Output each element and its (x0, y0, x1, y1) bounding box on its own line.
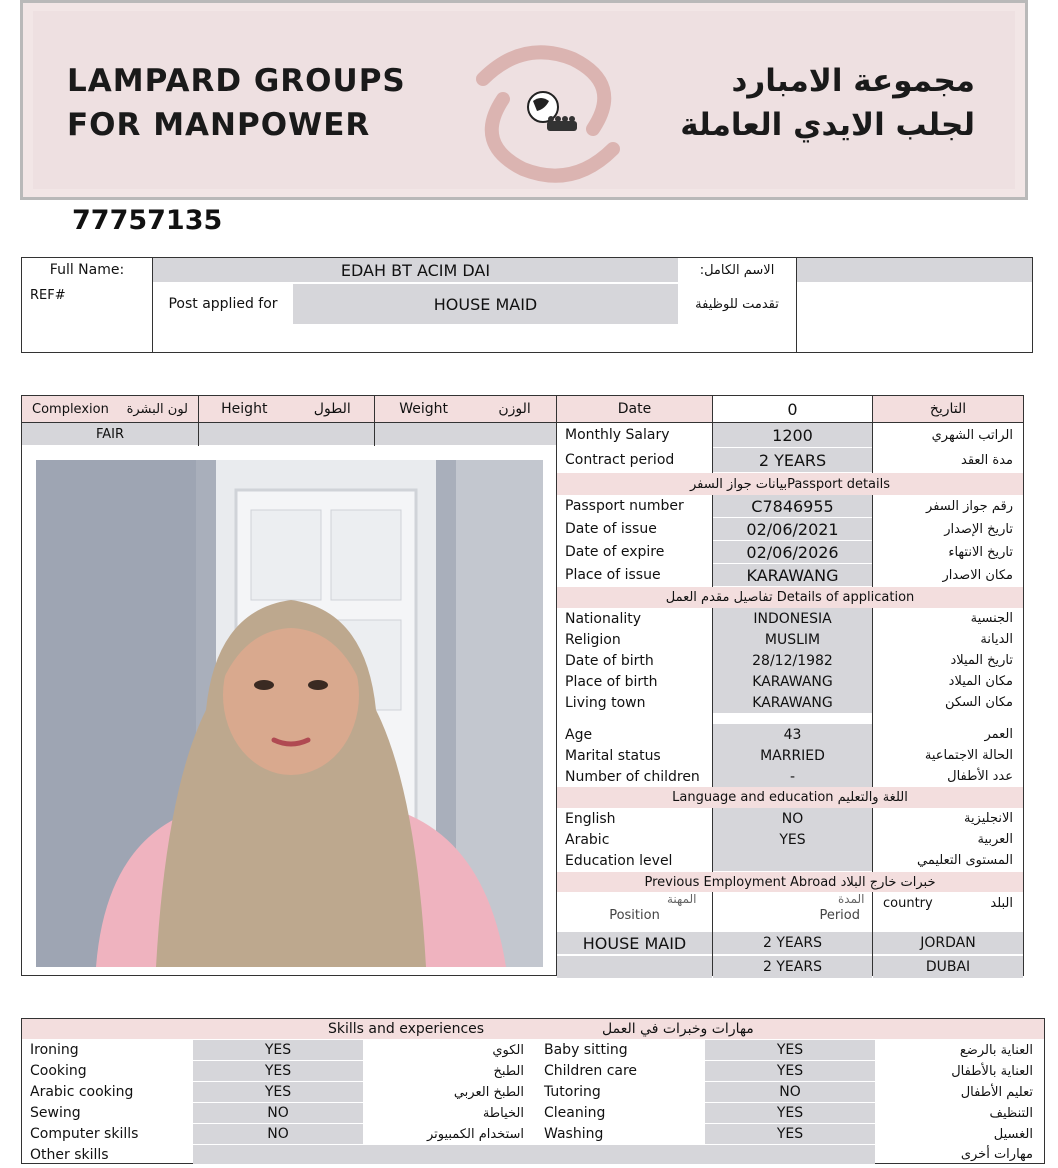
skill-right-label: Cleaning (544, 1105, 606, 1121)
height-value (199, 423, 374, 445)
passport-row-label-ar: تاريخ الانتهاء (948, 544, 1013, 560)
country-header-en: country (883, 895, 933, 911)
passport-row-value: 02/06/2021 (713, 518, 872, 540)
employment-period: 2 YEARS (713, 932, 872, 954)
application-row-label-ar: تاريخ الميلاد (950, 653, 1013, 668)
skills-title-ar: مهارات وخبرات في العمل (602, 1021, 754, 1037)
contract-label-ar: مدة العقد (961, 452, 1013, 468)
skill-left-label: Cooking (30, 1063, 87, 1079)
other-skills-label-ar: مهارات أخرى (960, 1147, 1033, 1162)
employment-position: HOUSE MAID (557, 932, 712, 954)
ref-label: REF# (30, 287, 66, 303)
passport-row-label: Date of expire (565, 544, 665, 560)
language-section-header: Language and education اللغة والتعليم (557, 787, 1023, 808)
application-row-label-ar: مكان السكن (944, 695, 1013, 710)
globe-people-logo-icon (463, 39, 633, 189)
application-row-label: Religion (565, 631, 621, 648)
application-row-label: Place of birth (565, 673, 658, 690)
language-row-label: Education level (565, 852, 673, 869)
full-name-label-ar: الاسم الكامل: (699, 262, 775, 278)
skill-right-value: YES (705, 1124, 875, 1144)
skill-right-label: Children care (544, 1063, 638, 1079)
skill-left-value: YES (193, 1082, 363, 1102)
date-label-ar: التاريخ (873, 396, 1023, 422)
employment-country: JORDAN (873, 932, 1023, 954)
employment-country: DUBAI (873, 956, 1023, 978)
date-label: Date (557, 396, 712, 422)
skill-right-label-ar: تعليم الأطفال (960, 1084, 1033, 1100)
application-row-label-ar: عدد الأطفال (947, 769, 1013, 784)
skill-left-value: NO (193, 1103, 363, 1123)
full-name-extra (797, 258, 1032, 282)
contract-value: 2 YEARS (713, 448, 872, 472)
application-row-value: 28/12/1982 (713, 650, 872, 671)
contract-label: Contract period (565, 452, 675, 468)
application-row-value: MUSLIM (713, 629, 872, 650)
skills-title-en: Skills and experiences (328, 1021, 485, 1037)
period-header-en: Period (819, 908, 860, 923)
weight-value (375, 423, 556, 445)
employment-section-header: Previous Employment Abroad خبرات خارج البلاد (557, 872, 1023, 892)
language-row-label-ar: العربية (977, 832, 1013, 847)
complexion-value: FAIR (22, 423, 198, 445)
skill-right-label: Washing (544, 1126, 604, 1142)
company-name-ar-line2: لجلب الايدي العاملة (680, 107, 975, 143)
language-row-label-ar: الانجليزية (963, 811, 1013, 826)
passport-row-value: 02/06/2026 (713, 541, 872, 563)
skill-right-value: YES (705, 1061, 875, 1081)
company-name-ar-line1: مجموعة الامبارد (731, 63, 975, 99)
employment-position (557, 956, 712, 978)
application-section-header: تفاصيل مقدم العمل Details of application (557, 587, 1023, 608)
passport-row-label-ar: تاريخ الإصدار (944, 521, 1013, 537)
passport-row-label: Passport number (565, 498, 684, 514)
country-header (873, 892, 1023, 914)
application-row-label: Date of birth (565, 652, 654, 669)
skill-left-label-ar: الخياطة (482, 1105, 524, 1121)
company-banner (20, 0, 1028, 200)
salary-label-ar: الراتب الشهري (931, 427, 1013, 443)
passport-section-header: بيانات جواز السفرPassport details (557, 473, 1023, 495)
passport-row-label: Place of issue (565, 567, 661, 583)
language-row-value: YES (713, 829, 872, 850)
skill-right-label-ar: التنظيف (989, 1105, 1033, 1121)
period-header (713, 892, 872, 930)
post-applied-value: HOUSE MAID (293, 284, 678, 324)
applicant-photo-icon (36, 460, 543, 967)
skill-left-label-ar: الطبخ (493, 1063, 524, 1079)
position-header-en: Position (609, 908, 660, 923)
application-row-value: - (713, 766, 872, 787)
application-row-label: Marital status (565, 747, 661, 764)
application-row-label-ar: مكان الميلاد (948, 674, 1013, 689)
salary-label: Monthly Salary (565, 427, 670, 443)
passport-row-label: Date of issue (565, 521, 657, 537)
skill-left-label: Computer skills (30, 1126, 139, 1142)
language-row-value (713, 850, 872, 871)
application-row-label: Nationality (565, 610, 642, 627)
period-header-ar: المدة (838, 892, 865, 906)
application-row-label-ar: الجنسية (970, 611, 1013, 626)
skill-left-label-ar: استخدام الكمبيوتر (426, 1126, 524, 1142)
skill-right-value: NO (705, 1082, 875, 1102)
other-skills-label: Other skills (30, 1146, 109, 1163)
skill-right-label-ar: العناية بالرضع (959, 1042, 1033, 1058)
complexion-header (22, 396, 198, 422)
reference-number: 77757135 (72, 205, 223, 236)
skill-right-label: Baby sitting (544, 1042, 628, 1058)
height-header (198, 396, 374, 422)
skill-left-label-ar: الطبخ العربي (453, 1084, 524, 1100)
weight-label: Weight (399, 401, 448, 417)
post-applied-label: Post applied for (168, 296, 278, 312)
skill-left-label: Ironing (30, 1042, 79, 1058)
passport-row-label-ar: مكان الاصدار (942, 567, 1013, 583)
skill-left-value: YES (193, 1040, 363, 1060)
application-row-label-ar: الديانة (980, 632, 1013, 647)
application-row-value: INDONESIA (713, 608, 872, 629)
skill-left-label-ar: الكوي (492, 1042, 524, 1058)
salary-value: 1200 (713, 423, 872, 447)
complexion-label-ar: لون البشرة (126, 401, 188, 417)
application-row-value: 43 (713, 724, 872, 745)
passport-row-value: KARAWANG (713, 564, 872, 586)
application-row-label: Living town (565, 694, 646, 711)
full-name-label: Full Name: (49, 262, 125, 278)
language-row-label: Arabic (565, 831, 610, 848)
position-header (557, 892, 712, 930)
skill-right-label-ar: العناية بالأطفال (951, 1063, 1033, 1079)
applicant-photo (36, 460, 543, 967)
skill-right-value: YES (705, 1103, 875, 1123)
other-skills-value (193, 1145, 875, 1164)
application-row-value: MARRIED (713, 745, 872, 766)
skill-left-label: Sewing (30, 1105, 81, 1121)
banner-background (33, 11, 1015, 189)
skills-header (22, 1019, 1044, 1039)
skill-left-label: Arabic cooking (30, 1084, 134, 1100)
application-row-value: KARAWANG (713, 692, 872, 713)
language-row-label: English (565, 810, 616, 827)
skill-right-label-ar: الغسيل (993, 1126, 1033, 1142)
application-row-label-ar: الحالة الاجتماعية (924, 748, 1013, 763)
date-value: 0 (787, 399, 798, 419)
country-header-ar: البلد (990, 895, 1013, 911)
employment-period: 2 YEARS (713, 956, 872, 978)
weight-header (374, 396, 556, 422)
application-row-value: KARAWANG (713, 671, 872, 692)
skill-right-label: Tutoring (544, 1084, 601, 1100)
company-name-en-line2: FOR MANPOWER (67, 107, 371, 143)
skill-left-value: NO (193, 1124, 363, 1144)
application-row-label: Number of children (565, 768, 700, 785)
height-label-ar: الطول (313, 401, 351, 417)
language-row-label-ar: المستوى التعليمي (917, 853, 1013, 868)
application-row-label-ar: العمر (984, 727, 1013, 742)
post-applied-label-ar: تقدمت للوظيفة (695, 296, 779, 312)
language-row-value: NO (713, 808, 872, 829)
company-name-en-line1: LAMPARD GROUPS (67, 63, 406, 99)
height-label: Height (221, 401, 268, 417)
skill-left-value: YES (193, 1061, 363, 1081)
passport-row-label-ar: رقم جواز السفر (926, 498, 1013, 514)
full-name-value: EDAH BT ACIM DAI (153, 258, 678, 282)
passport-row-value: C7846955 (713, 495, 872, 517)
position-header-ar: المهنة (667, 892, 697, 906)
application-row-label: Age (565, 726, 593, 743)
complexion-label: Complexion (32, 401, 109, 417)
skill-right-value: YES (705, 1040, 875, 1060)
weight-label-ar: الوزن (498, 401, 531, 417)
